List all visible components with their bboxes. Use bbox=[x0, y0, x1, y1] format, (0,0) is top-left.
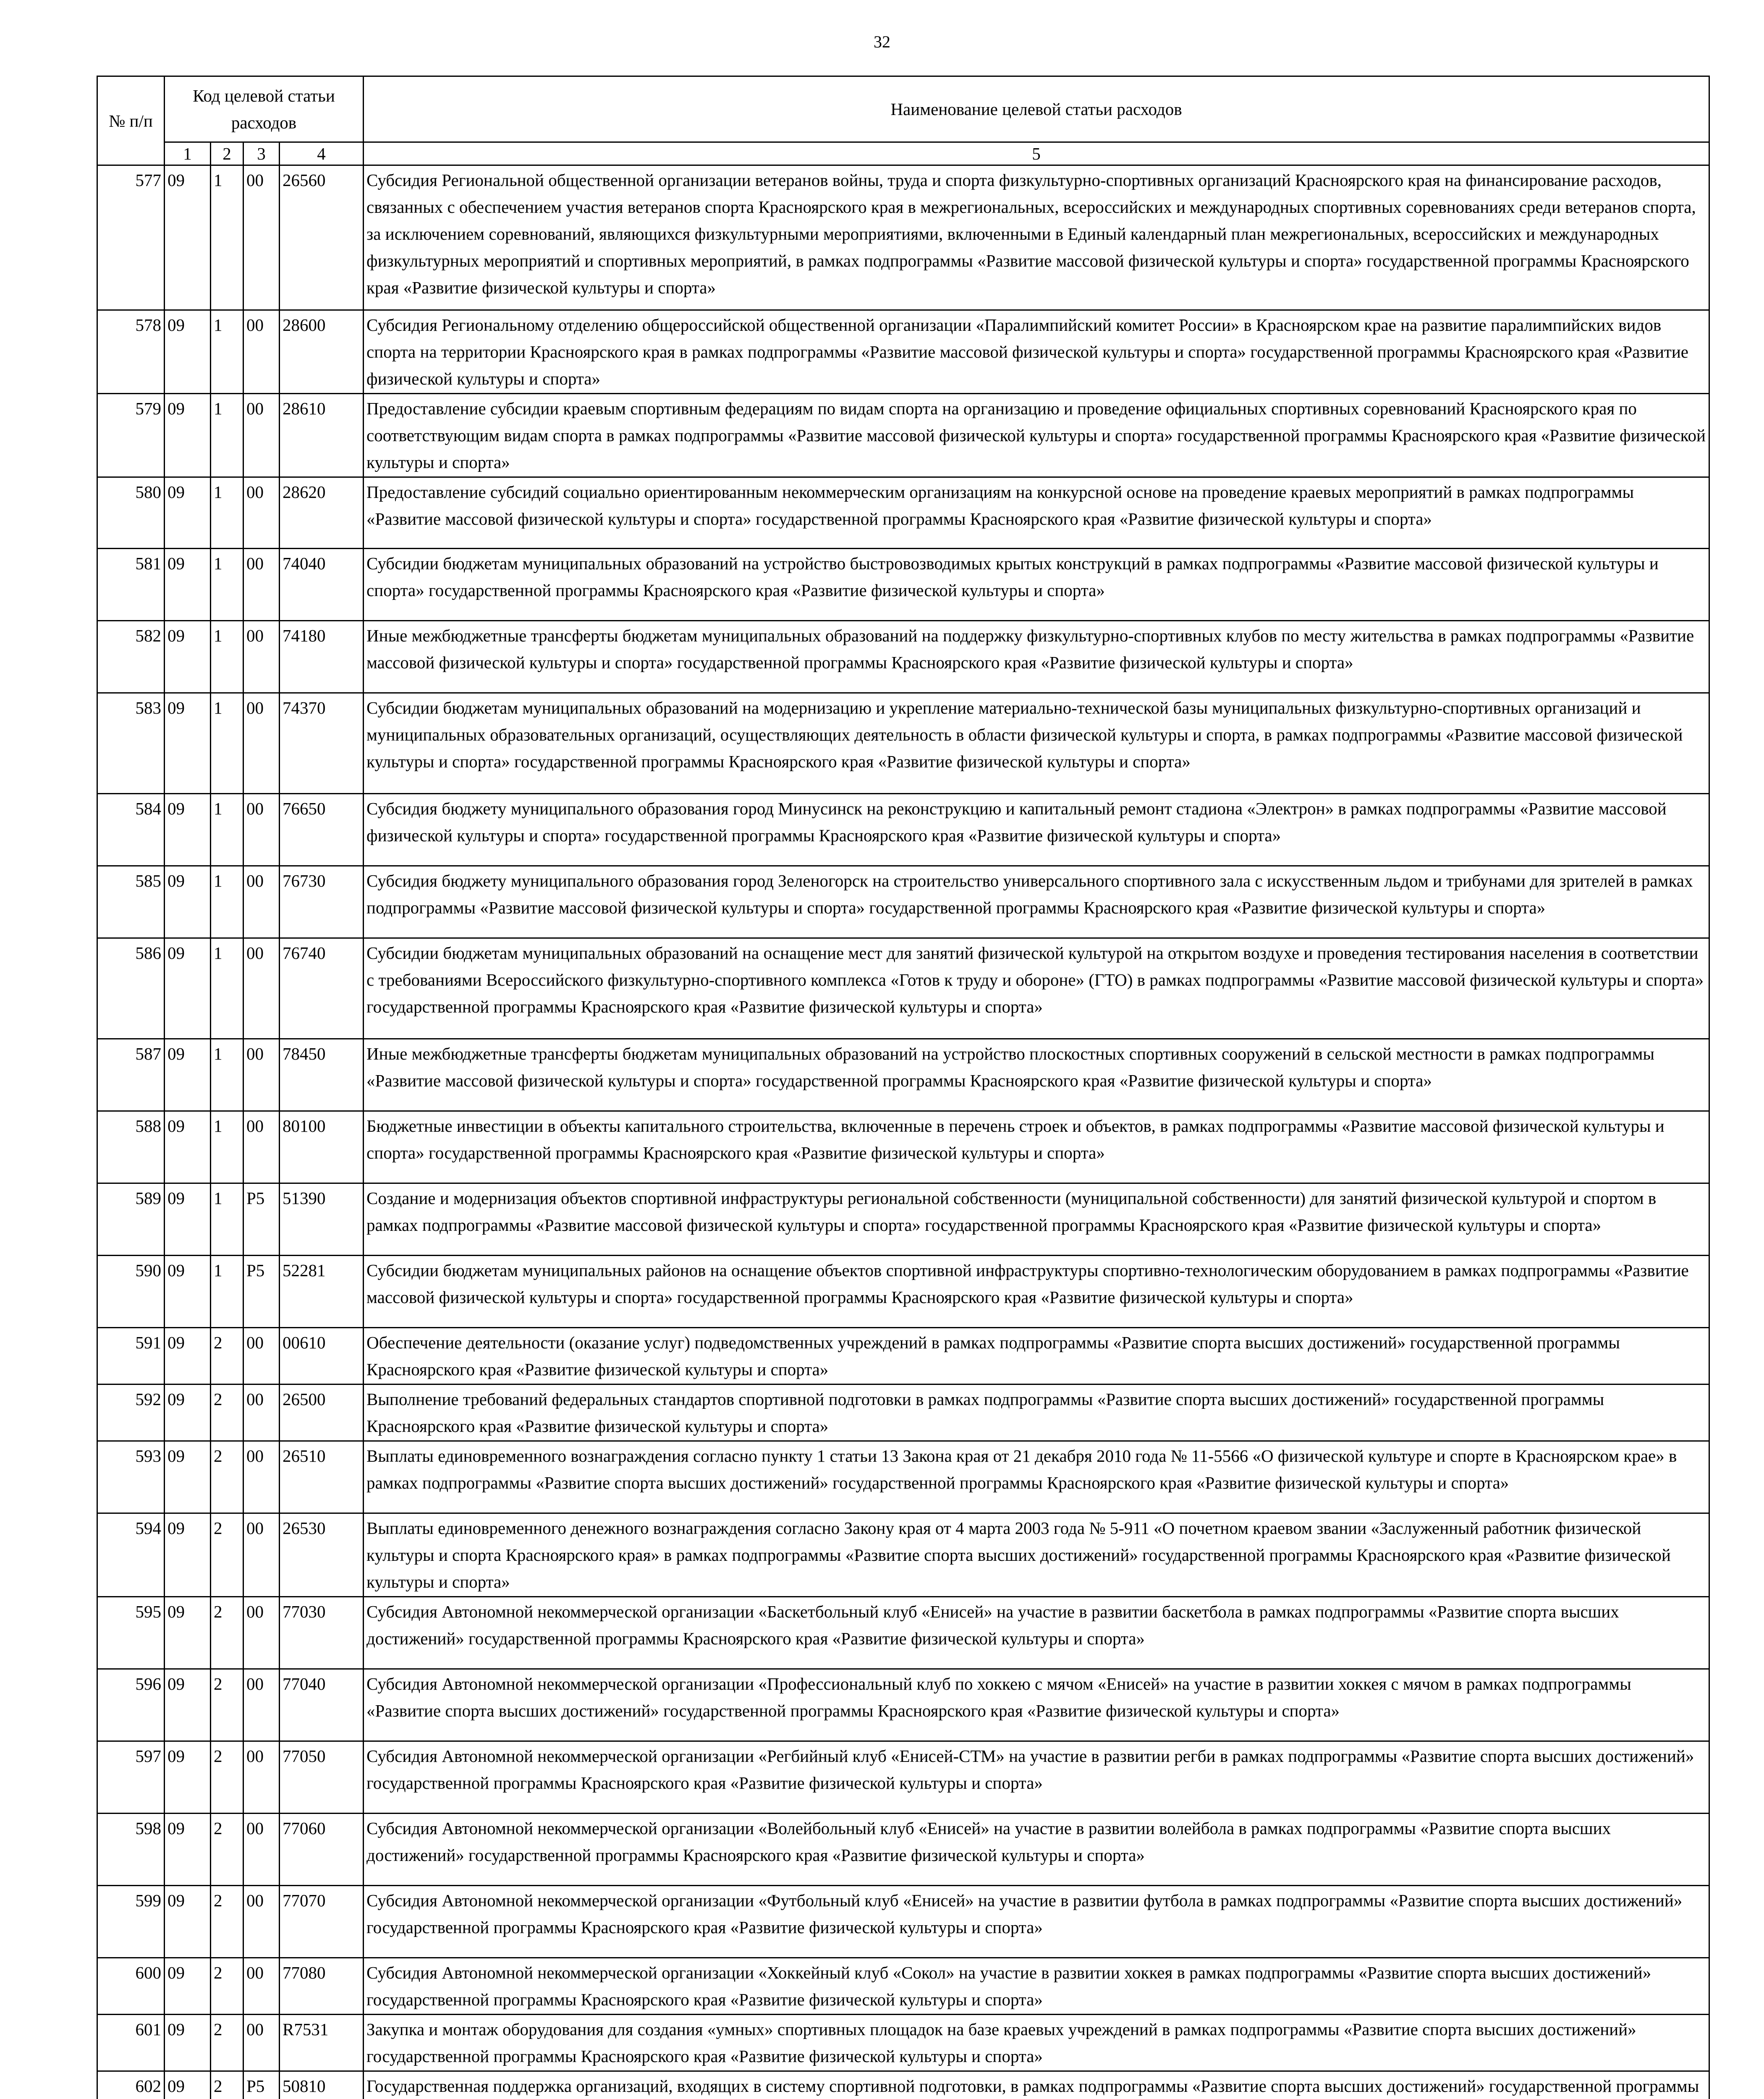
table-header-row bbox=[97, 76, 1709, 142]
expense-articles-table bbox=[97, 76, 1710, 2099]
code-part-4: 77030 bbox=[280, 1597, 364, 1669]
row-number: 585 bbox=[97, 866, 165, 938]
code-part-4: 77050 bbox=[280, 1741, 364, 1814]
code-part-1: 09 bbox=[165, 394, 211, 477]
table-row bbox=[97, 477, 1709, 549]
code-part-1: 09 bbox=[165, 1111, 211, 1183]
code-part-2: 1 bbox=[211, 477, 243, 549]
article-name: Субсидии бюджетам муниципальных образований на устройство быстровозводимых крытых конструкций в рамках подпрограммы «Развитие массовой физической культуры и спорта» государственной программы Красноярского края «Развитие физической культуры и спорта» bbox=[364, 549, 1709, 621]
article-name: Создание и модернизация объектов спортивной инфраструктуры региональной собственности (муниципальной собственности) для занятий физической культурой и спортом в рамках подпрограммы «Развитие массовой физической культуры и спорта» государственной программы Красноярского края «Развитие физической культуры и спорта» bbox=[364, 1183, 1709, 1256]
code-part-2: 2 bbox=[211, 1814, 243, 1886]
table-row bbox=[97, 165, 1709, 310]
code-part-2: 1 bbox=[211, 1256, 243, 1328]
code-part-2: 1 bbox=[211, 621, 243, 693]
code-part-3: 00 bbox=[243, 1814, 280, 1886]
code-part-3: P5 bbox=[243, 2071, 280, 2099]
table-row bbox=[97, 1669, 1709, 1741]
code-part-4: 76730 bbox=[280, 866, 364, 938]
row-number: 579 bbox=[97, 394, 165, 477]
code-part-3: 00 bbox=[243, 1741, 280, 1814]
row-number: 596 bbox=[97, 1669, 165, 1741]
row-number: 588 bbox=[97, 1111, 165, 1183]
code-part-1: 09 bbox=[165, 1183, 211, 1256]
table-row bbox=[97, 1256, 1709, 1328]
row-number: 580 bbox=[97, 477, 165, 549]
article-name: Субсидия Автономной некоммерческой организации «Регбийный клуб «Енисей-СТМ» на участие в развитии регби в рамках подпрограммы «Развитие спорта высших достижений» государственной программы Красноярского края «Развитие физической культуры и спорта» bbox=[364, 1741, 1709, 1814]
code-part-3: 00 bbox=[243, 693, 280, 794]
header-code-group: Код целевой статьи расходов bbox=[165, 76, 364, 142]
code-part-4: 74180 bbox=[280, 621, 364, 693]
code-part-1: 09 bbox=[165, 2071, 211, 2099]
code-part-2: 1 bbox=[211, 794, 243, 866]
code-part-2: 1 bbox=[211, 394, 243, 477]
code-part-3: 00 bbox=[243, 2015, 280, 2071]
subheader-4: 4 bbox=[280, 142, 364, 165]
table-row bbox=[97, 621, 1709, 693]
code-part-1: 09 bbox=[165, 1597, 211, 1669]
code-part-1: 09 bbox=[165, 1328, 211, 1385]
code-part-3: 00 bbox=[243, 1385, 280, 1441]
row-number: 590 bbox=[97, 1256, 165, 1328]
table-row bbox=[97, 866, 1709, 938]
code-part-4: 50810 bbox=[280, 2071, 364, 2099]
row-number: 581 bbox=[97, 549, 165, 621]
table-row bbox=[97, 310, 1709, 394]
article-name: Выплаты единовременного денежного вознаграждения согласно Закону края от 4 марта 2003 года № 5-911 «О почетном краевом звании «Заслуженный работник физической культуры и спорта Красноярского края» в рамках подпрограммы «Развитие спорта высших достижений» государственной программы Красноярского края «Развитие физической культуры и спорта» bbox=[364, 1513, 1709, 1597]
code-part-4: 74040 bbox=[280, 549, 364, 621]
article-name: Субсидия Региональному отделению общероссийской общественной организации «Паралимпийский комитет России» в Красноярском крае на развитие паралимпийских видов спорта на территории Красноярского края в рамках подпрограммы «Развитие массовой физической культуры и спорта» государственной программы Красноярского края «Развитие физической культуры и спорта» bbox=[364, 310, 1709, 394]
table-row bbox=[97, 2071, 1709, 2099]
code-part-1: 09 bbox=[165, 1669, 211, 1741]
row-number: 599 bbox=[97, 1886, 165, 1958]
code-part-3: 00 bbox=[243, 1669, 280, 1741]
row-number: 597 bbox=[97, 1741, 165, 1814]
code-part-2: 1 bbox=[211, 866, 243, 938]
code-part-4: 78450 bbox=[280, 1039, 364, 1111]
article-name: Субсидия Автономной некоммерческой организации «Волейбольный клуб «Енисей» на участие в развитии волейбола в рамках подпрограммы «Развитие спорта высших достижений» государственной программы Красноярского края «Развитие физической культуры и спорта» bbox=[364, 1814, 1709, 1886]
code-part-2: 2 bbox=[211, 1513, 243, 1597]
article-name: Государственная поддержка организаций, входящих в систему спортивной подготовки, в рамках подпрограммы «Развитие спорта высших достижений» государственной программы bbox=[364, 2071, 1709, 2099]
header-article-name: Наименование целевой статьи расходов bbox=[364, 76, 1709, 142]
code-part-2: 2 bbox=[211, 2015, 243, 2071]
code-part-3: 00 bbox=[243, 310, 280, 394]
table-row bbox=[97, 1111, 1709, 1183]
page-number: 32 bbox=[874, 32, 890, 51]
code-part-2: 2 bbox=[211, 1385, 243, 1441]
article-name: Предоставление субсидии краевым спортивным федерациям по видам спорта на организацию и проведение официальных спортивных соревнований Красноярского края по соответствующим видам спорта в рамках подпрограммы «Развитие массовой физической культуры и спорта» государственной программы Красноярского края «Развитие физической культуры и спорта» bbox=[364, 394, 1709, 477]
table-row bbox=[97, 1886, 1709, 1958]
article-name: Иные межбюджетные трансферты бюджетам муниципальных образований на устройство плоскостных спортивных сооружений в сельской местности в рамках подпрограммы «Развитие массовой физической культуры и спорта» государственной программы Красноярского края «Развитие физической культуры и спорта» bbox=[364, 1039, 1709, 1111]
row-number: 593 bbox=[97, 1441, 165, 1513]
row-number: 584 bbox=[97, 794, 165, 866]
code-part-4: 28620 bbox=[280, 477, 364, 549]
code-part-3: 00 bbox=[243, 165, 280, 310]
code-part-3: 00 bbox=[243, 938, 280, 1039]
code-part-2: 2 bbox=[211, 1328, 243, 1385]
code-part-3: 00 bbox=[243, 1958, 280, 2015]
code-part-1: 09 bbox=[165, 693, 211, 794]
header-row-number: № п/п bbox=[97, 76, 165, 165]
code-part-4: 77070 bbox=[280, 1886, 364, 1958]
table-row bbox=[97, 1385, 1709, 1441]
row-number: 602 bbox=[97, 2071, 165, 2099]
table-row bbox=[97, 2015, 1709, 2071]
table-row bbox=[97, 1183, 1709, 1256]
code-part-2: 2 bbox=[211, 1886, 243, 1958]
code-part-1: 09 bbox=[165, 477, 211, 549]
article-name: Субсидии бюджетам муниципальных образований на модернизацию и укрепление материально-технической базы муниципальных физкультурно-спортивных организаций и муниципальных образовательных организаций, осуществляющих деятельность в области физической культуры и спорта, в рамках подпрограммы «Развитие массовой физической культуры и спорта» государственной программы Красноярского края «Развитие физической культуры и спорта» bbox=[364, 693, 1709, 794]
article-name: Выполнение требований федеральных стандартов спортивной подготовки в рамках подпрограммы «Развитие спорта высших достижений» государственной программы Красноярского края «Развитие физической культуры и спорта» bbox=[364, 1385, 1709, 1441]
table-row bbox=[97, 1039, 1709, 1111]
code-part-4: 77060 bbox=[280, 1814, 364, 1886]
code-part-3: 00 bbox=[243, 477, 280, 549]
article-name: Субсидия бюджету муниципального образования город Зеленогорск на строительство универсального спортивного зала с искусственным льдом и трибунами для зрителей в рамках подпрограммы «Развитие массовой физической культуры и спорта» государственной программы Красноярского края «Развитие физической культуры и спорта» bbox=[364, 866, 1709, 938]
table-row bbox=[97, 794, 1709, 866]
code-part-1: 09 bbox=[165, 1886, 211, 1958]
code-part-2: 1 bbox=[211, 1039, 243, 1111]
table-row bbox=[97, 693, 1709, 794]
code-part-4: 26530 bbox=[280, 1513, 364, 1597]
row-number: 594 bbox=[97, 1513, 165, 1597]
code-part-4: 52281 bbox=[280, 1256, 364, 1328]
code-part-4: 80100 bbox=[280, 1111, 364, 1183]
code-part-1: 09 bbox=[165, 938, 211, 1039]
code-part-4: 26510 bbox=[280, 1441, 364, 1513]
code-part-1: 09 bbox=[165, 1814, 211, 1886]
code-part-1: 09 bbox=[165, 549, 211, 621]
subheader-2: 2 bbox=[211, 142, 243, 165]
article-name: Выплаты единовременного вознаграждения согласно пункту 1 статьи 13 Закона края от 21 декабря 2010 года № 11-5566 «О физической культуре и спорте в Красноярском крае» в рамках подпрограммы «Развитие спорта высших достижений» государственной программы Красноярского края «Развитие физической культуры и спорта» bbox=[364, 1441, 1709, 1513]
article-name: Субсидия Автономной некоммерческой организации «Хоккейный клуб «Сокол» на участие в развитии хоккея в рамках подпрограммы «Развитие спорта высших достижений» государственной программы Красноярского края «Развитие физической культуры и спорта» bbox=[364, 1958, 1709, 2015]
code-part-3: 00 bbox=[243, 1886, 280, 1958]
code-part-1: 09 bbox=[165, 1741, 211, 1814]
code-part-3: 00 bbox=[243, 794, 280, 866]
table-row bbox=[97, 938, 1709, 1039]
code-part-1: 09 bbox=[165, 1958, 211, 2015]
code-part-2: 1 bbox=[211, 1111, 243, 1183]
article-name: Обеспечение деятельности (оказание услуг) подведомственных учреждений в рамках подпрограммы «Развитие спорта высших достижений» государственной программы Красноярского края «Развитие физической культуры и спорта» bbox=[364, 1328, 1709, 1385]
table-row bbox=[97, 1441, 1709, 1513]
table-subheader-row bbox=[97, 142, 1709, 165]
code-part-4: 77080 bbox=[280, 1958, 364, 2015]
code-part-1: 09 bbox=[165, 1513, 211, 1597]
code-part-2: 1 bbox=[211, 165, 243, 310]
table-row bbox=[97, 1741, 1709, 1814]
code-part-4: 28600 bbox=[280, 310, 364, 394]
code-part-1: 09 bbox=[165, 1441, 211, 1513]
article-name: Субсидия Региональной общественной организации ветеранов войны, труда и спорта физкультурно-спортивных организаций Красноярского края на финансирование расходов, связанных с обеспечением участия ветеранов спорта Красноярского края в межрегиональных, всероссийских и международных спортивных соревнованиях среди ветеранов спорта, за исключением соревнований, являющихся физкультурными мероприятиями, включенными в Единый календарный план межрегиональных, всероссийских и международных физкультурных мероприятий и спортивных мероприятий, в рамках подпрограммы «Развитие массовой физической культуры и спорта» государственной программы Красноярского края «Развитие физической культуры и спорта» bbox=[364, 165, 1709, 310]
code-part-3: 00 bbox=[243, 1111, 280, 1183]
code-part-4: 76650 bbox=[280, 794, 364, 866]
code-part-4: 00610 bbox=[280, 1328, 364, 1385]
row-number: 592 bbox=[97, 1385, 165, 1441]
code-part-4: 26500 bbox=[280, 1385, 364, 1441]
table-row bbox=[97, 1597, 1709, 1669]
row-number: 591 bbox=[97, 1328, 165, 1385]
article-name: Субсидии бюджетам муниципальных образований на оснащение мест для занятий физической культурой на открытом воздухе и проведения тестирования населения в соответствии с требованиями Всероссийского физкультурно-спортивного комплекса «Готов к труду и обороне» (ГТО) в рамках подпрограммы «Развитие массовой физической культуры и спорта» государственной программы Красноярского края «Развитие физической культуры и спорта» bbox=[364, 938, 1709, 1039]
code-part-2: 1 bbox=[211, 549, 243, 621]
code-part-1: 09 bbox=[165, 2015, 211, 2071]
code-part-2: 1 bbox=[211, 693, 243, 794]
article-name: Субсидия Автономной некоммерческой организации «Футбольный клуб «Енисей» на участие в развитии футбола в рамках подпрограммы «Развитие спорта высших достижений» государственной программы Красноярского края «Развитие физической культуры и спорта» bbox=[364, 1886, 1709, 1958]
code-part-4: 77040 bbox=[280, 1669, 364, 1741]
table-row bbox=[97, 1814, 1709, 1886]
code-part-4: 51390 bbox=[280, 1183, 364, 1256]
code-part-4: R7531 bbox=[280, 2015, 364, 2071]
code-part-1: 09 bbox=[165, 1256, 211, 1328]
code-part-2: 1 bbox=[211, 1183, 243, 1256]
article-name: Субсидия бюджету муниципального образования город Минусинск на реконструкцию и капитальный ремонт стадиона «Электрон» в рамках подпрограммы «Развитие массовой физической культуры и спорта» государственной программы Красноярского края «Развитие физической культуры и спорта» bbox=[364, 794, 1709, 866]
row-number: 595 bbox=[97, 1597, 165, 1669]
table-row bbox=[97, 394, 1709, 477]
code-part-3: 00 bbox=[243, 1441, 280, 1513]
code-part-2: 2 bbox=[211, 1741, 243, 1814]
row-number: 598 bbox=[97, 1814, 165, 1886]
code-part-2: 2 bbox=[211, 1958, 243, 2015]
code-part-3: 00 bbox=[243, 1328, 280, 1385]
code-part-4: 76740 bbox=[280, 938, 364, 1039]
row-number: 587 bbox=[97, 1039, 165, 1111]
code-part-2: 2 bbox=[211, 1441, 243, 1513]
code-part-3: 00 bbox=[243, 1039, 280, 1111]
subheader-3: 3 bbox=[243, 142, 280, 165]
row-number: 582 bbox=[97, 621, 165, 693]
code-part-1: 09 bbox=[165, 1039, 211, 1111]
code-part-1: 09 bbox=[165, 866, 211, 938]
table-row bbox=[97, 1513, 1709, 1597]
subheader-5: 5 bbox=[364, 142, 1709, 165]
article-name: Закупка и монтаж оборудования для создания «умных» спортивных площадок на базе краевых учреждений в рамках подпрограммы «Развитие спорта высших достижений» государственной программы Красноярского края «Развитие физической культуры и спорта» bbox=[364, 2015, 1709, 2071]
row-number: 583 bbox=[97, 693, 165, 794]
article-name: Иные межбюджетные трансферты бюджетам муниципальных образований на поддержку физкультурно-спортивных клубов по месту жительства в рамках подпрограммы «Развитие массовой физической культуры и спорта» государственной программы Красноярского края «Развитие физической культуры и спорта» bbox=[364, 621, 1709, 693]
article-name: Субсидии бюджетам муниципальных районов на оснащение объектов спортивной инфраструктуры спортивно-технологическим оборудованием в рамках подпрограммы «Развитие массовой физической культуры и спорта» государственной программы Красноярского края «Развитие физической культуры и спорта» bbox=[364, 1256, 1709, 1328]
code-part-1: 09 bbox=[165, 310, 211, 394]
table-row bbox=[97, 1328, 1709, 1385]
row-number: 586 bbox=[97, 938, 165, 1039]
row-number: 600 bbox=[97, 1958, 165, 2015]
article-name: Предоставление субсидий социально ориентированным некоммерческим организациям на конкурсной основе на проведение краевых мероприятий в рамках подпрограммы «Развитие массовой физической культуры и спорта» государственной программы Красноярского края «Развитие физической культуры и спорта» bbox=[364, 477, 1709, 549]
code-part-3: 00 bbox=[243, 394, 280, 477]
code-part-3: P5 bbox=[243, 1183, 280, 1256]
code-part-1: 09 bbox=[165, 165, 211, 310]
article-name: Субсидия Автономной некоммерческой организации «Профессиональный клуб по хоккею с мячом «Енисей» на участие в развитии хоккея с мячом в рамках подпрограммы «Развитие спорта высших достижений» государственной программы Красноярского края «Развитие физической культуры и спорта» bbox=[364, 1669, 1709, 1741]
code-part-3: 00 bbox=[243, 1597, 280, 1669]
table-row bbox=[97, 549, 1709, 621]
code-part-2: 2 bbox=[211, 1669, 243, 1741]
code-part-2: 1 bbox=[211, 310, 243, 394]
article-name: Бюджетные инвестиции в объекты капитального строительства, включенные в перечень строек и объектов, в рамках подпрограммы «Развитие массовой физической культуры и спорта» государственной программы Красноярского края «Развитие физической культуры и спорта» bbox=[364, 1111, 1709, 1183]
row-number: 589 bbox=[97, 1183, 165, 1256]
code-part-3: 00 bbox=[243, 549, 280, 621]
code-part-1: 09 bbox=[165, 621, 211, 693]
article-name: Субсидия Автономной некоммерческой организации «Баскетбольный клуб «Енисей» на участие в развитии баскетбола в рамках подпрограммы «Развитие спорта высших достижений» государственной программы Красноярского края «Развитие физической культуры и спорта» bbox=[364, 1597, 1709, 1669]
code-part-3: P5 bbox=[243, 1256, 280, 1328]
code-part-3: 00 bbox=[243, 866, 280, 938]
code-part-2: 2 bbox=[211, 1597, 243, 1669]
table-row bbox=[97, 1958, 1709, 2015]
row-number: 577 bbox=[97, 165, 165, 310]
code-part-4: 26560 bbox=[280, 165, 364, 310]
code-part-4: 28610 bbox=[280, 394, 364, 477]
code-part-4: 74370 bbox=[280, 693, 364, 794]
code-part-1: 09 bbox=[165, 794, 211, 866]
code-part-3: 00 bbox=[243, 1513, 280, 1597]
subheader-1: 1 bbox=[165, 142, 211, 165]
code-part-2: 1 bbox=[211, 938, 243, 1039]
code-part-1: 09 bbox=[165, 1385, 211, 1441]
row-number: 601 bbox=[97, 2015, 165, 2071]
row-number: 578 bbox=[97, 310, 165, 394]
code-part-2: 2 bbox=[211, 2071, 243, 2099]
code-part-3: 00 bbox=[243, 621, 280, 693]
